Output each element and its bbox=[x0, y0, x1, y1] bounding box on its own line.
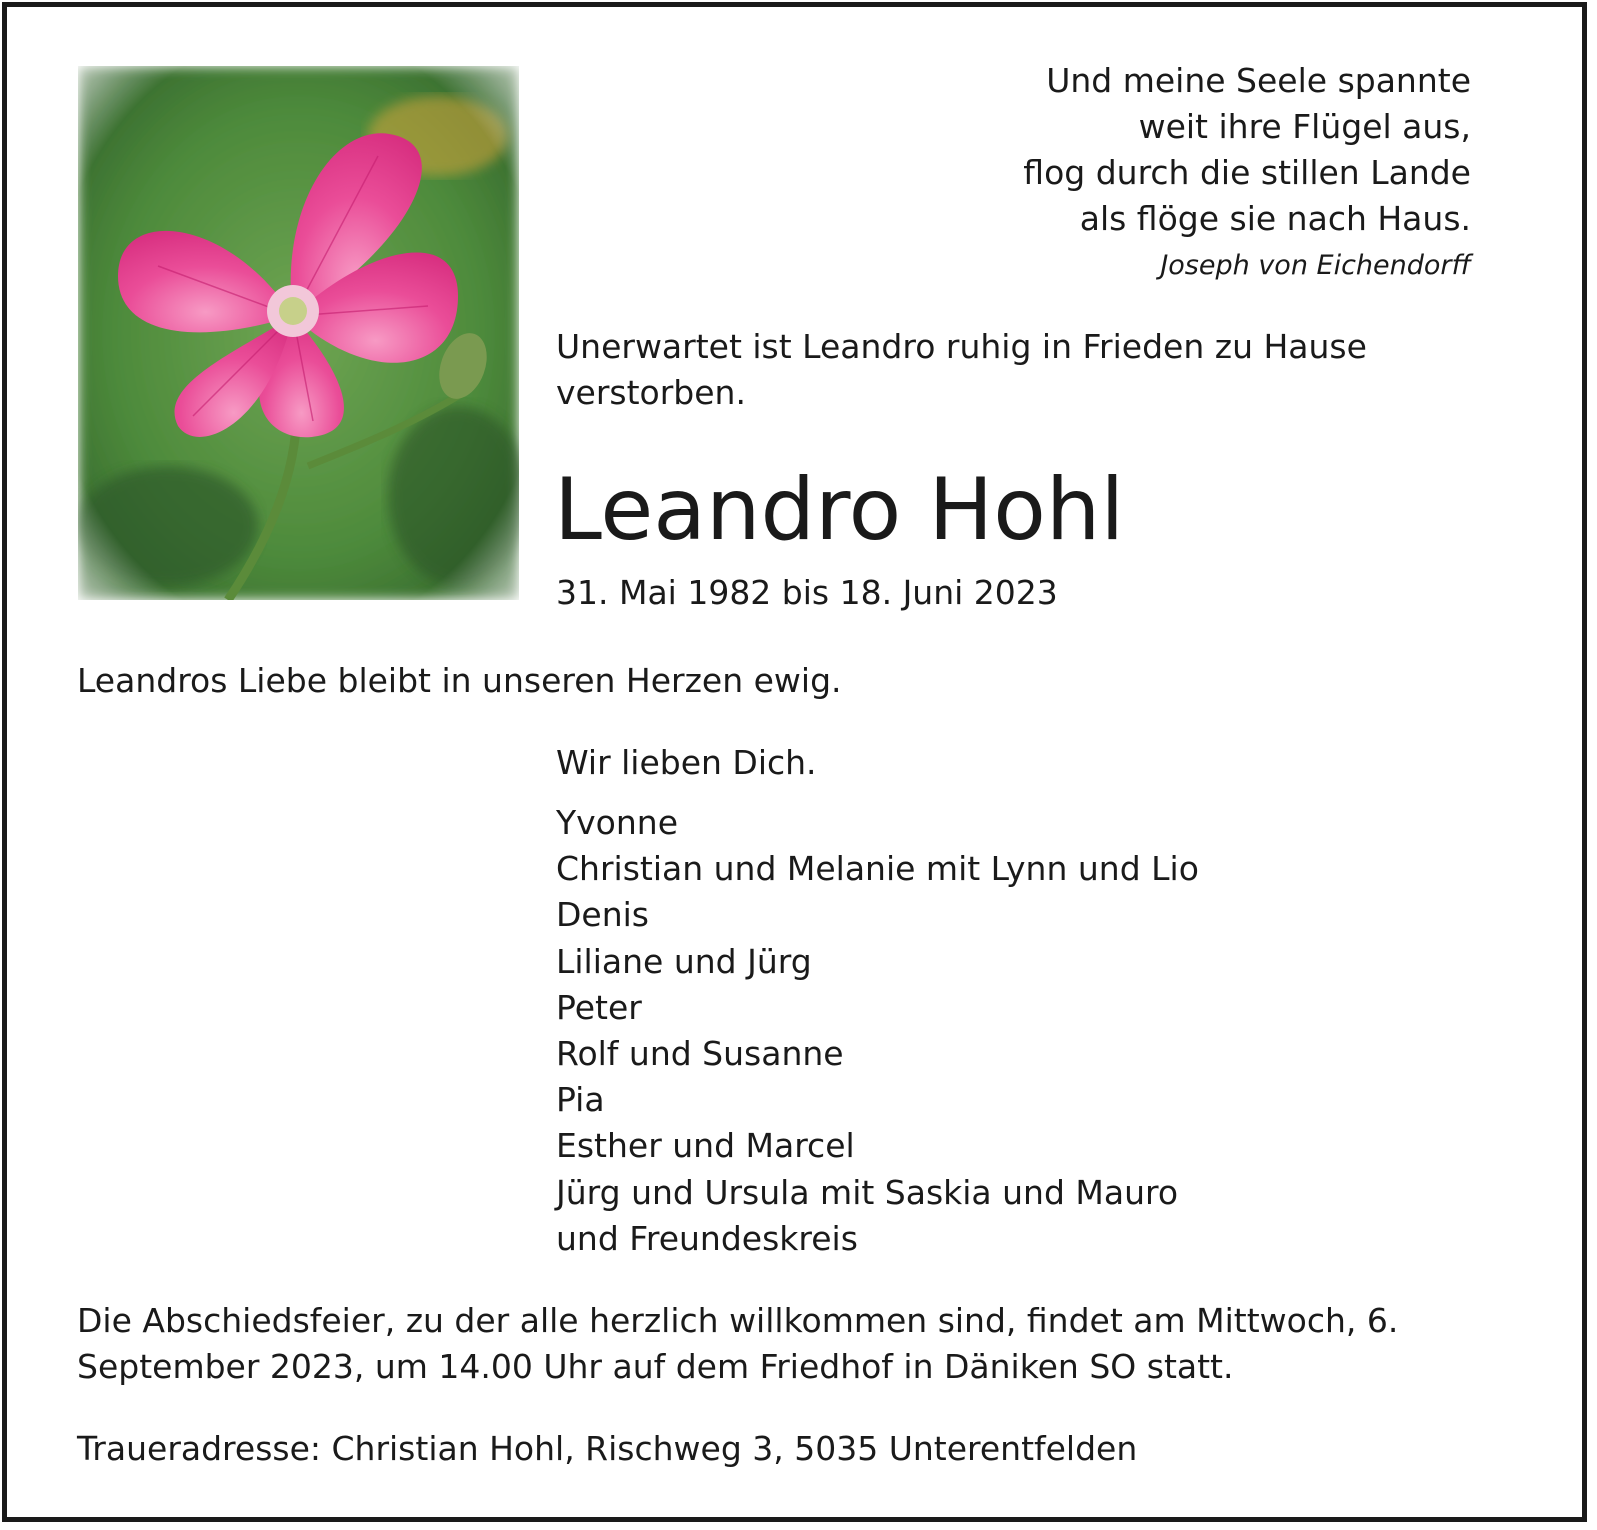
mourner-entry: Jürg und Ursula mit Saskia und Mauro bbox=[556, 1172, 1179, 1212]
mourner-entry: Christian und Melanie mit Lynn und Lio bbox=[556, 849, 1199, 889]
poem-author: Joseph von Eichendorff bbox=[1160, 250, 1471, 281]
life-dates: 31. Mai 1982 bis 18. Juni 2023 bbox=[556, 573, 1058, 612]
mourner-entry: Pia bbox=[556, 1080, 605, 1120]
mourning-address: Traueradresse: Christian Hohl, Rischweg 3, 5035 Unterentfelden bbox=[77, 1429, 1138, 1468]
poem-line: flog durch die stillen Lande bbox=[1023, 153, 1471, 192]
mourner-entry: Peter bbox=[556, 987, 642, 1027]
ceremony-info: Die Abschiedsfeier, zu der alle herzlich willkommen sind, findet am Mittwoch, 6. September 2023, um 14.00 Uhr auf dem Friedhof in Däniken SO statt. bbox=[77, 1301, 1399, 1386]
mourner-entry: Liliane und Jürg bbox=[556, 941, 812, 981]
poem-line: Und meine Seele spannte bbox=[1046, 61, 1471, 100]
mourner-entry: Yvonne bbox=[556, 803, 679, 842]
wir-lieben-line: Wir lieben Dich. bbox=[556, 743, 817, 782]
mourners-list bbox=[556, 800, 1199, 1262]
deceased-name: Leandro Hohl bbox=[554, 460, 1125, 560]
mourner-entry: Denis bbox=[556, 895, 649, 935]
poem-line: als flöge sie nach Haus. bbox=[1079, 199, 1471, 238]
mourner-entry: Rolf und Susanne bbox=[556, 1034, 844, 1074]
poem-quote bbox=[951, 58, 1471, 290]
love-line: Leandros Liebe bleibt in unseren Herzen ewig. bbox=[77, 661, 842, 700]
flower-photo bbox=[78, 66, 519, 600]
mourner-entry: und Freundeskreis bbox=[556, 1218, 858, 1258]
poem-line: weit ihre Flügel aus, bbox=[1138, 107, 1471, 146]
mourner-entry: Esther und Marcel bbox=[556, 1126, 855, 1166]
intro-text: Unerwartet ist Leandro ruhig in Frieden zu Hause verstorben. bbox=[556, 327, 1367, 412]
